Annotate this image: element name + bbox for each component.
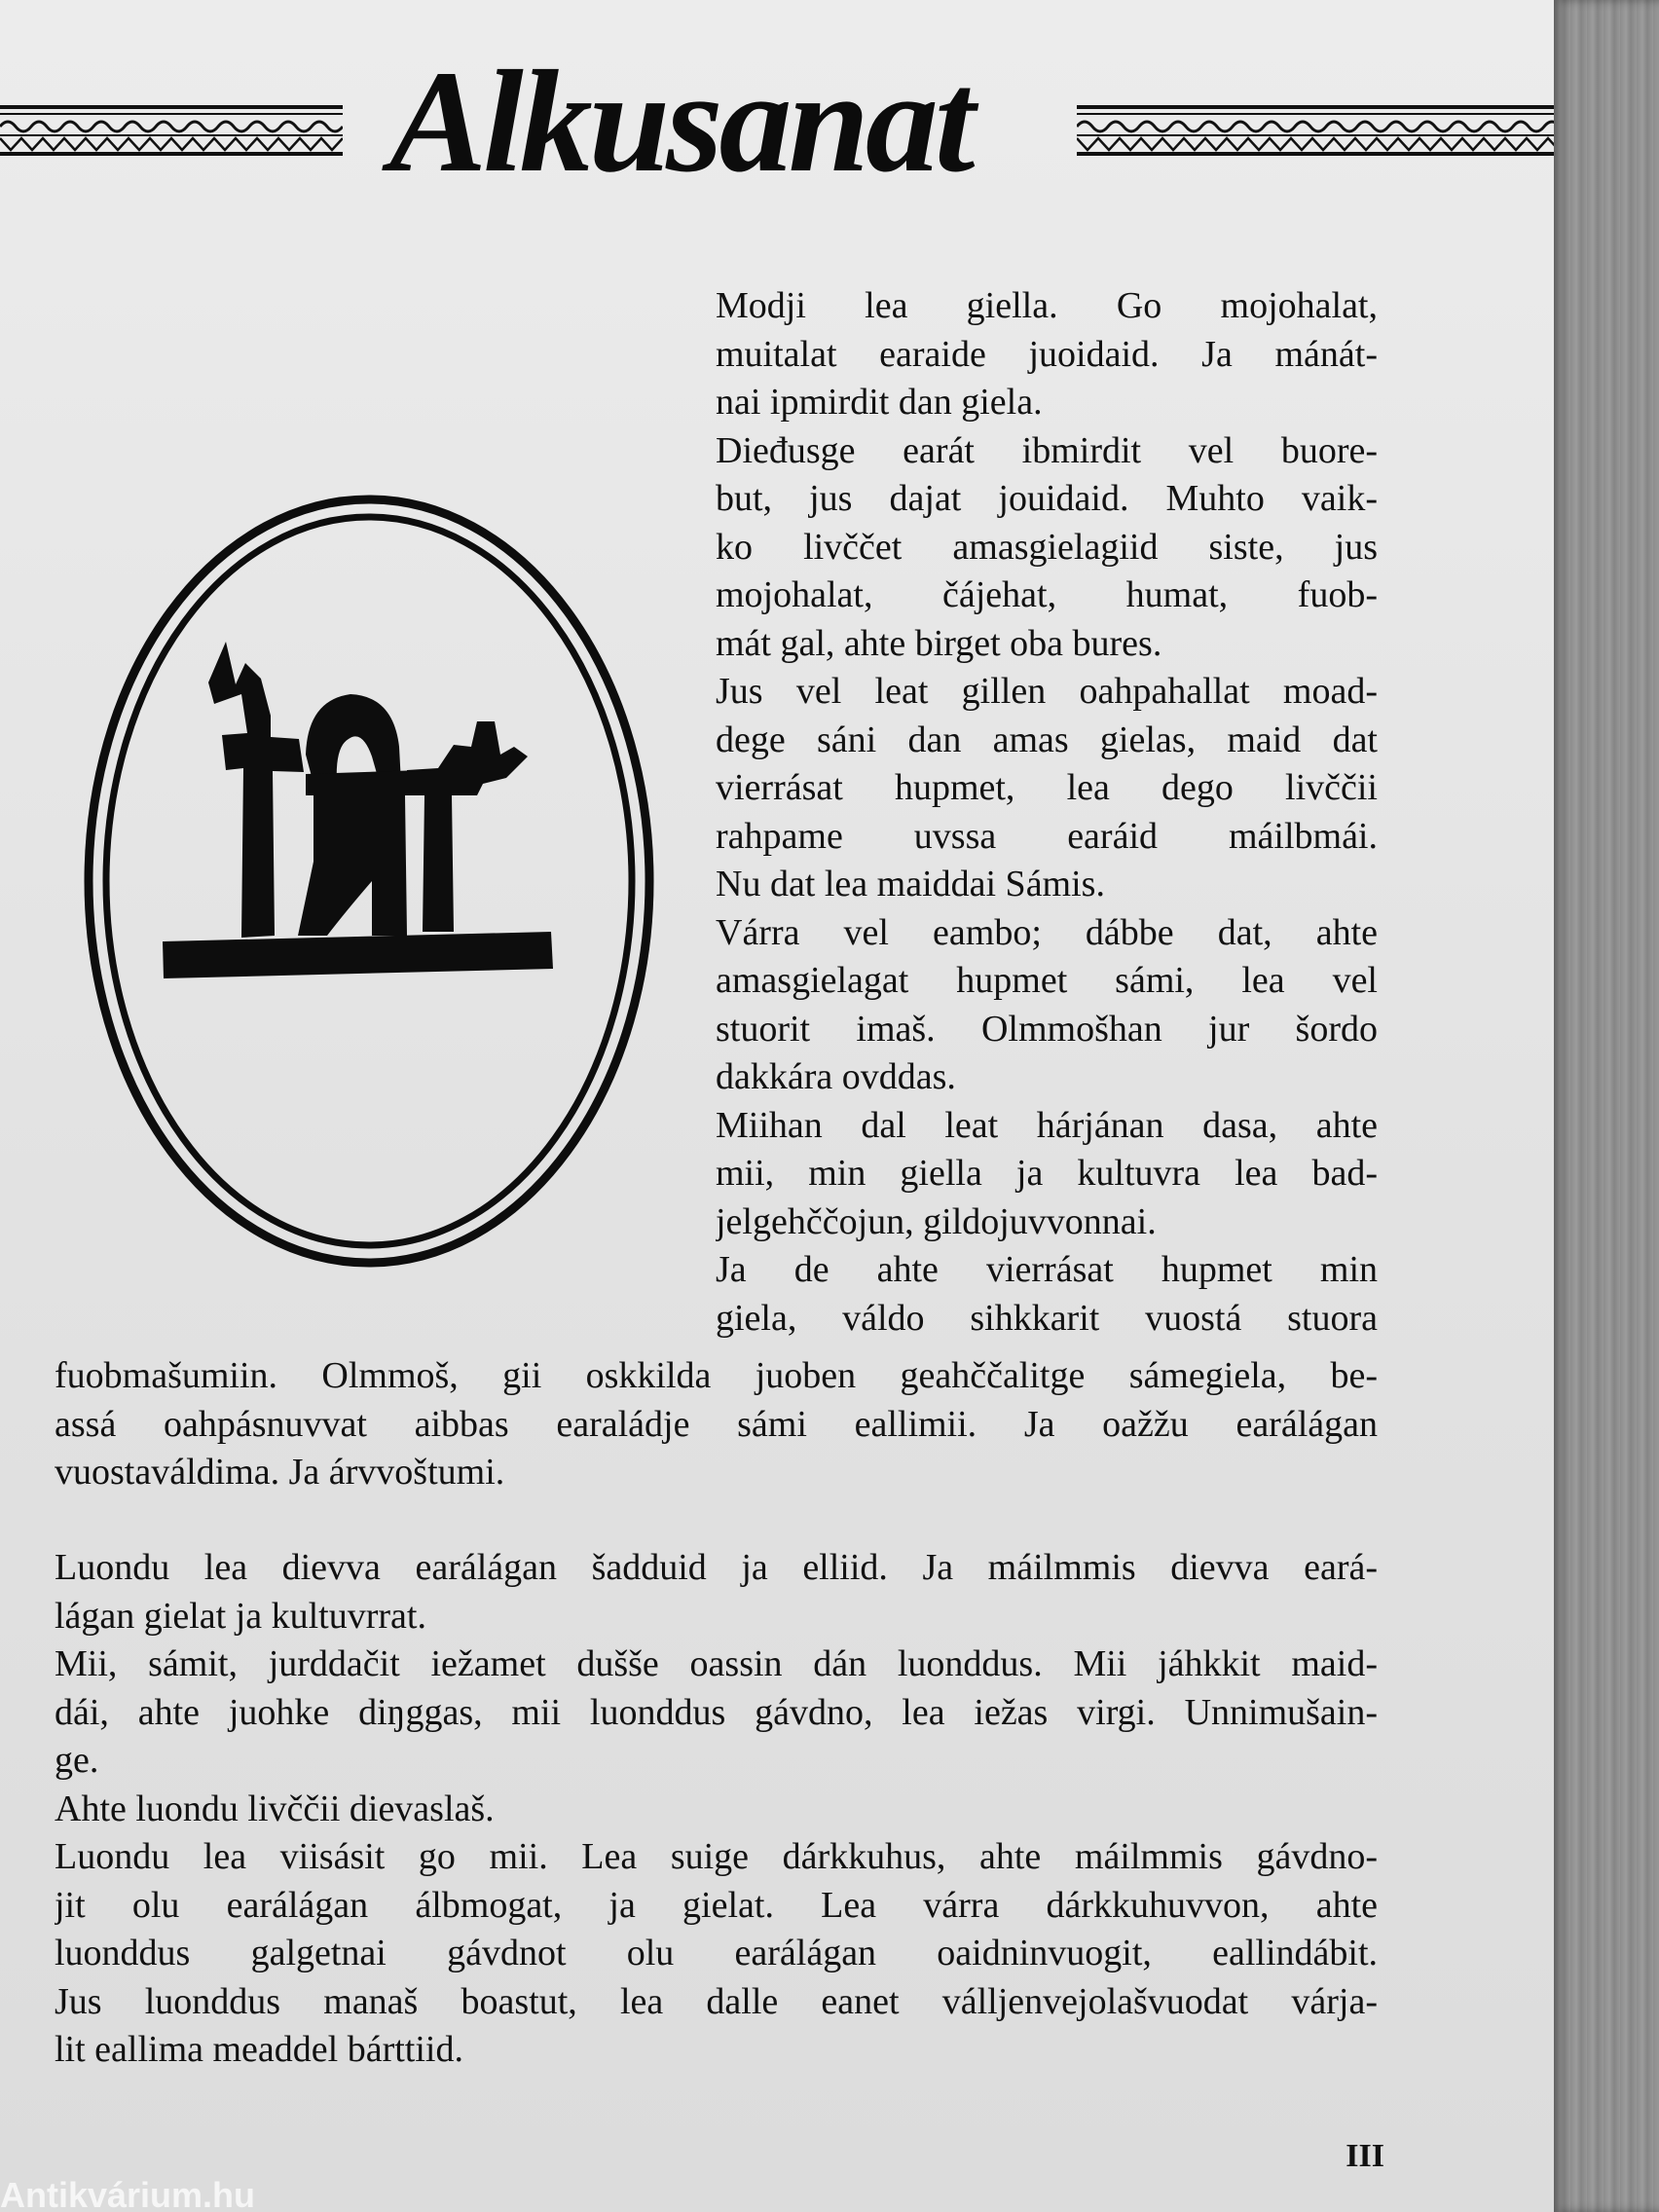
text-line: Dieđusge earát ibmirdit vel buore-: [716, 429, 1378, 471]
text-line: nai ipmirdit dan giela.: [716, 382, 1043, 423]
text-line: dakkára ovddas.: [716, 1056, 956, 1097]
text-line: Jus vel leat gillen oahpahallat moad-: [716, 671, 1378, 712]
intro-continuation: [55, 1352, 1378, 1497]
nature-paragraphs: [55, 1544, 1378, 2075]
text-line: mojohalat, čájehat, humat, fuob-: [716, 574, 1378, 615]
watermark: Antikvárium.hu: [0, 2179, 256, 2212]
book-spine-edge: [1554, 0, 1659, 2212]
text-line: Luondu lea viisásit go mii. Lea suige dárkkuhus, ahte máilmmis gávdno-: [55, 1836, 1378, 1877]
page-number: III: [1346, 2138, 1384, 2174]
text-line: mii, min giella ja kultuvra lea bad-: [716, 1153, 1378, 1194]
text-line: ge.: [55, 1740, 99, 1781]
text-line: mát gal, ahte birget oba bures.: [716, 622, 1162, 664]
text-line: Miihan dal leat hárjánan dasa, ahte: [716, 1104, 1378, 1146]
text-line: Ahte luondu livččii dievaslaš.: [55, 1788, 495, 1829]
text-line: Mii, sámit, jurddačit iežamet dušše oassin dán luonddus. Mii jáhkkit maid-: [55, 1643, 1378, 1684]
text-line: but, jus dajat jouidaid. Muhto vaik-: [716, 478, 1378, 519]
text-line: giela, váldo sihkkarit vuostá stuora: [716, 1297, 1378, 1339]
text-line: amasgielagat hupmet sámi, lea vel: [716, 960, 1378, 1001]
sami-drum-figure-icon: [80, 492, 659, 1271]
text-line: dege sáni dan amas gielas, maid dat: [716, 719, 1378, 760]
text-line: lágan gielat ja kultuvrrat.: [55, 1595, 426, 1637]
text-line: lit eallima meaddel bárttiid.: [55, 2029, 463, 2070]
text-line: Nu dat lea maiddai Sámis.: [716, 864, 1105, 904]
text-line: vierrásat hupmet, lea dego livččii: [716, 767, 1378, 808]
intro-right-column: [716, 282, 1378, 1343]
ornamental-band-right: [1077, 105, 1554, 156]
text-line: vuostaváldima. Ja árvvoštumi.: [55, 1452, 505, 1493]
text-line: rahpame uvssa earáid máilbmái.: [716, 815, 1378, 857]
text-line: Jus luonddus manaš boastut, lea dalle eanet válljenvejolašvuodat várja-: [55, 1980, 1378, 2022]
text-line: Modji lea giella. Go mojohalat,: [716, 285, 1378, 326]
text-line: muitalat earaide juoidaid. Ja mánát-: [716, 333, 1378, 375]
text-line: dái, ahte juohke diŋggas, mii luonddus gávdno, lea iežas virgi. Unnimušain-: [55, 1691, 1378, 1733]
text-line: ko livččet amasgielagiid siste, jus: [716, 526, 1378, 568]
ornamental-band-left: [0, 105, 343, 156]
text-line: luonddus galgetnai gávdnot olu earálágan oaidninvuogit, eallindábit.: [55, 1933, 1378, 1973]
text-line: Luondu lea dievva earálágan šadduid ja elliid. Ja máilmmis dievva eará-: [55, 1547, 1378, 1588]
text-line: jelgehččojun, gildojuvvonnai.: [716, 1200, 1157, 1242]
text-line: Várra vel eambo; dábbe dat, ahte: [716, 911, 1378, 953]
text-line: stuorit imaš. Olmmošhan jur šordo: [716, 1008, 1378, 1050]
text-line: jit olu earálágan álbmogat, ja gielat. Lea várra dárkkuhuvvon, ahte: [55, 1884, 1378, 1926]
page-title: Alkusanat: [389, 41, 972, 203]
text-line: assá oahpásnuvvat aibbas earaládje sámi eallimii. Ja oažžu earálágan: [55, 1403, 1378, 1445]
text-line: Ja de ahte vierrásat hupmet min: [716, 1249, 1378, 1290]
title-row: [0, 41, 1554, 203]
text-line: fuobmašumiin. Olmmoš, gii oskkilda juoben geahččalitge sámegiela, be-: [55, 1355, 1378, 1396]
